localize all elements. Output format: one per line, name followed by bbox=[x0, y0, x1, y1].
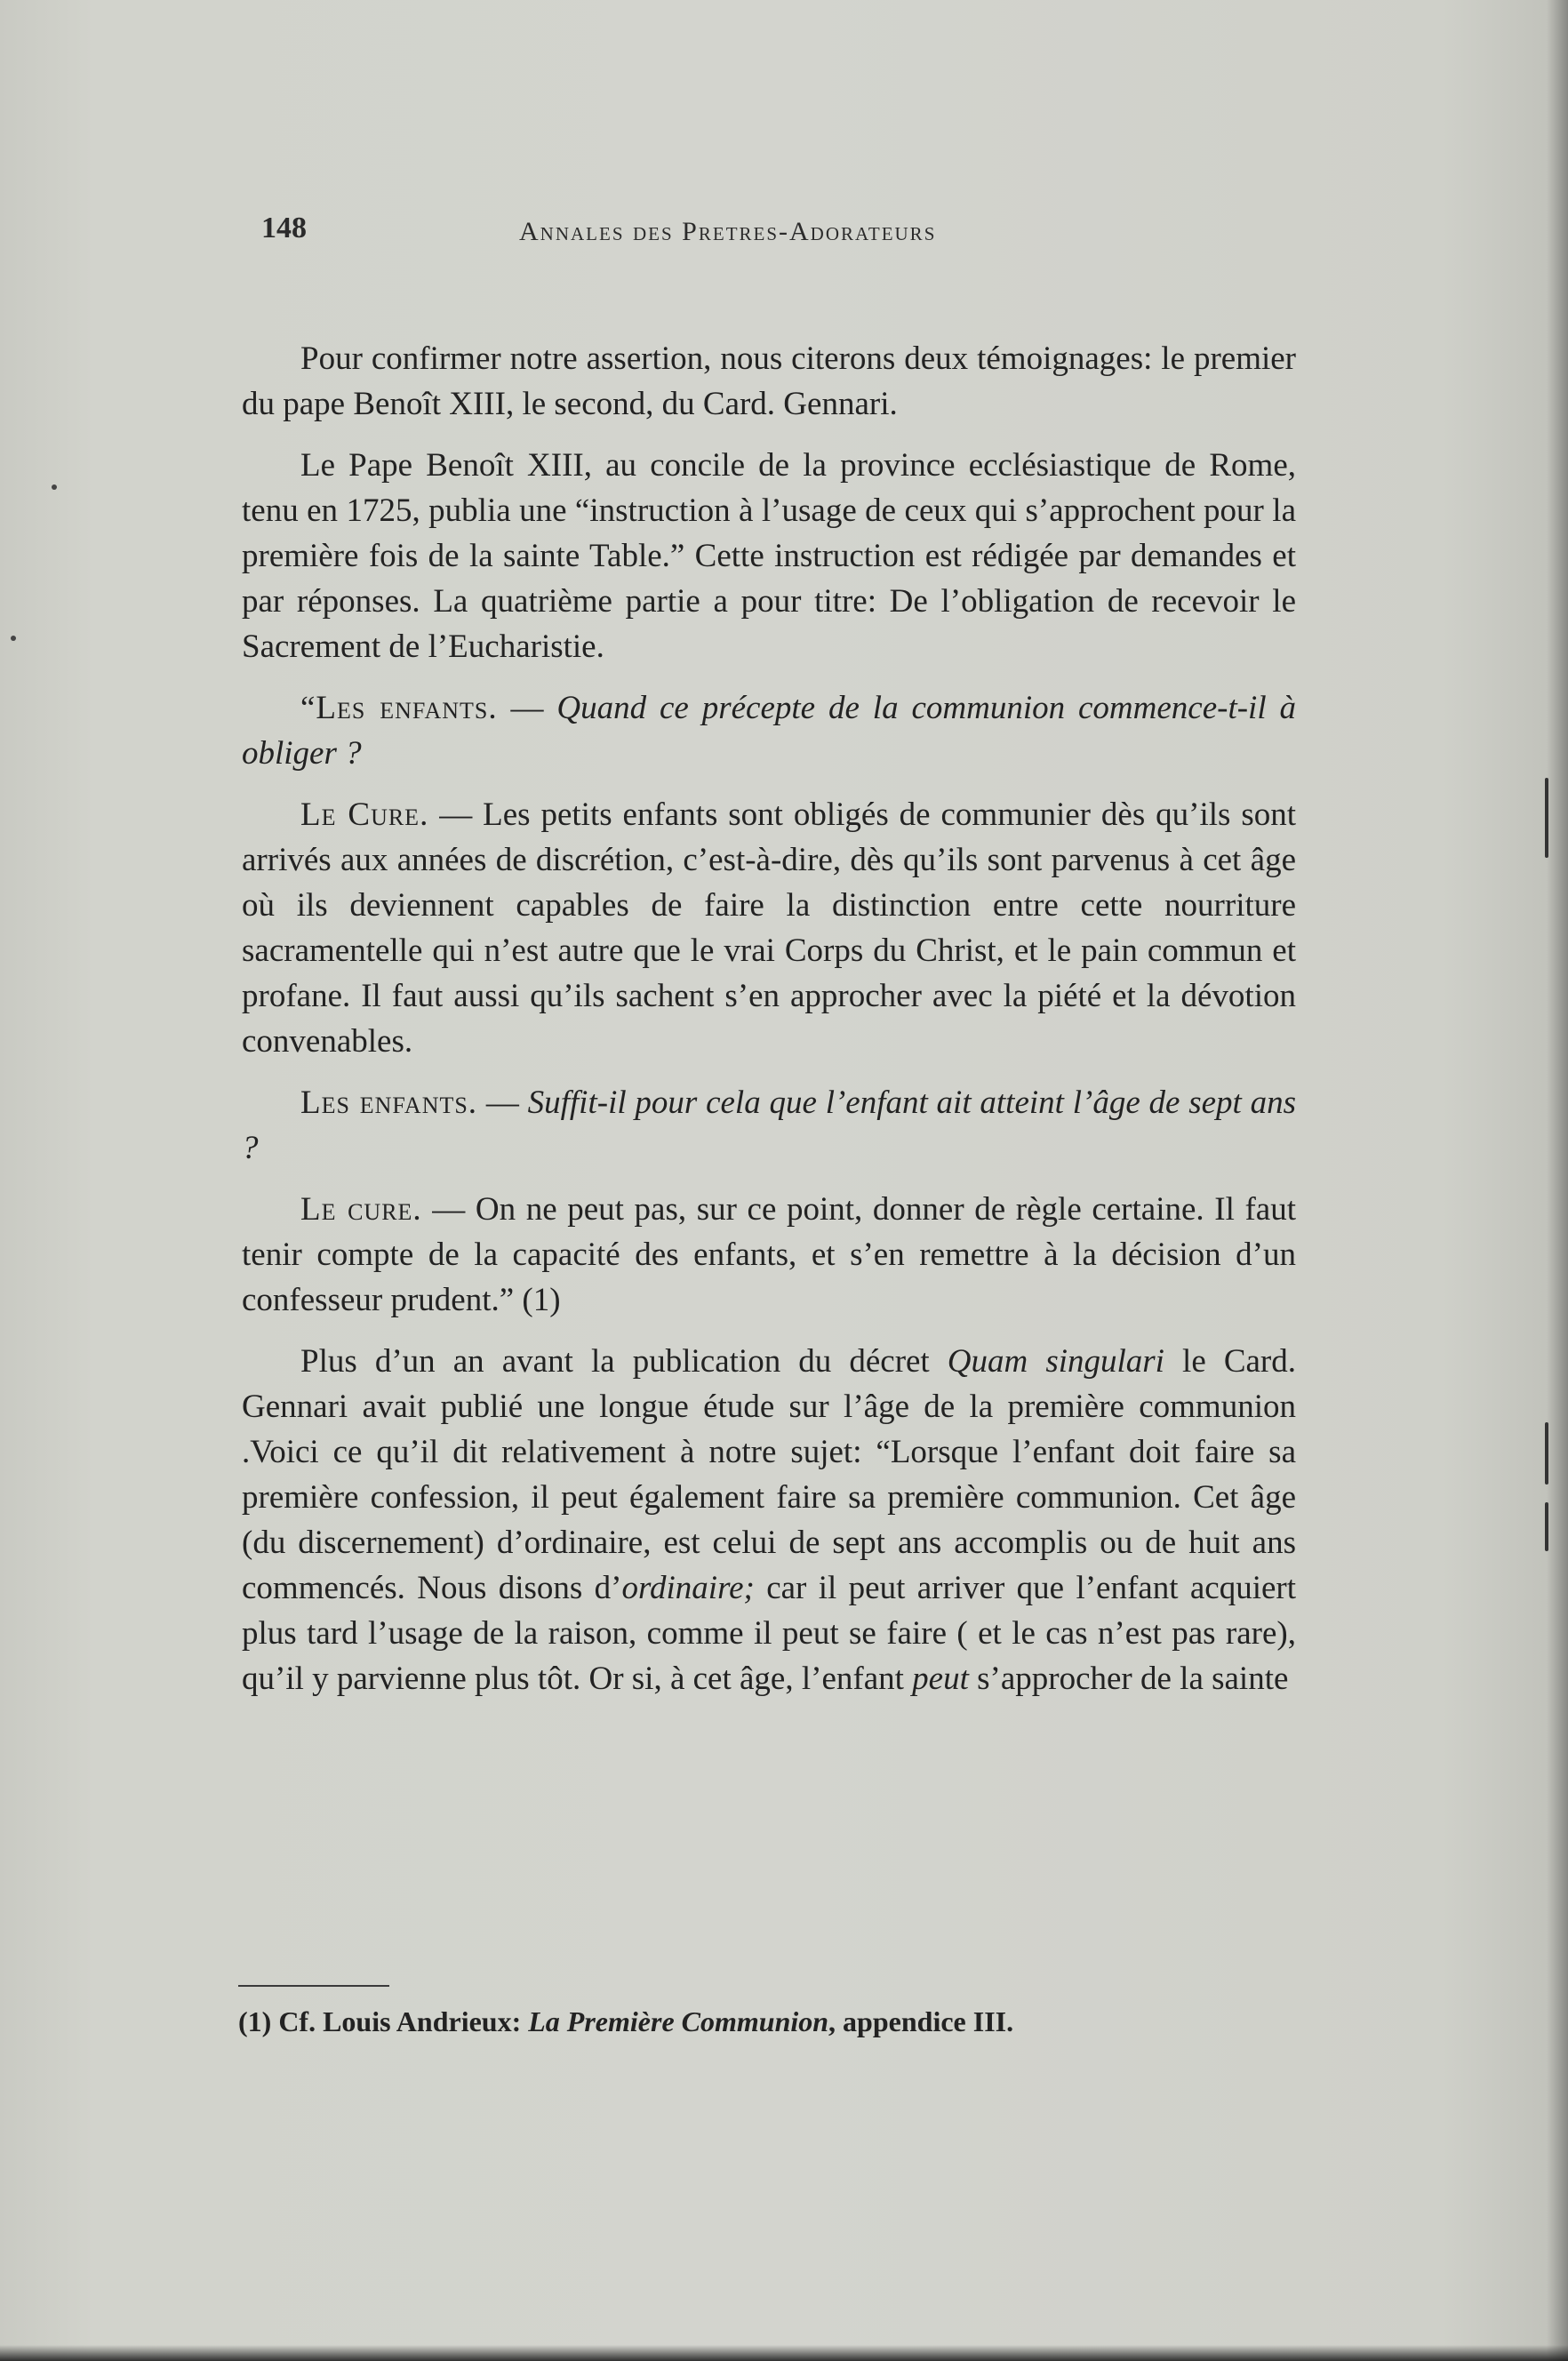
dialogue-answer: — On ne peut pas, sur ce point, donner de règle certaine. Il faut tenir compte de la capacité des enfants, et s’en remettre à la décision d’un confesseur prudent.” (1) bbox=[242, 1191, 1296, 1318]
footnote-divider bbox=[238, 1985, 389, 1987]
running-title: Annales des Pretres-Adorateurs bbox=[519, 217, 937, 246]
page-bottom-shadow bbox=[0, 2345, 1568, 2361]
margin-mark bbox=[1545, 1422, 1548, 1485]
page-edge-shadow bbox=[1547, 0, 1568, 2361]
text-run: car il peut arriver que l’enfant acquiert plus tard l’usage de la raison, comme il peut se faire ( et le cas n’est pas rare), qu’il y parvienne plus tôt. Or si, à cet âge, l’enfant bbox=[242, 1570, 1296, 1697]
speaker-label: Le Cure. bbox=[300, 796, 429, 833]
dash: — bbox=[477, 1084, 528, 1121]
decree-title: Quam singulari bbox=[947, 1343, 1164, 1380]
speaker-label: Les enfants. bbox=[300, 1084, 478, 1121]
page-number: 148 bbox=[261, 212, 307, 244]
paper-speck bbox=[52, 484, 57, 490]
speaker-label: “Les enfants. bbox=[300, 690, 498, 726]
text-run: s’approcher de la sainte bbox=[968, 1661, 1289, 1697]
dash: — bbox=[497, 690, 557, 726]
paragraph-3 bbox=[242, 685, 1296, 776]
paragraph-1: Pour confirmer notre assertion, nous citerons deux témoignages: le premier du pape Benoît XIII, le second, du Card. Gennari. bbox=[242, 340, 1296, 422]
footnote-text: Cf. Louis Andrieux: bbox=[271, 2005, 529, 2037]
paper-speck bbox=[11, 636, 16, 641]
paragraph-2: Le Pape Benoît XIII, au concile de la province ecclésiastique de Rome, tenu en 1725, publia une “instruction à l’usage de ceux qui s’approchent pour la première fois de la sainte Table.” Cette instruction est rédigée par demandes et par réponses. La quatrième partie a pour titre: De l’obligation de recevoir le Sacrement de l’Eucharistie. bbox=[242, 447, 1296, 665]
footnote-book-title: La Première Communion bbox=[528, 2005, 829, 2037]
dialogue-answer: — Les petits enfants sont obligés de communier dès qu’ils sont arrivés aux années de discrétion, c’est-à-dire, dès qu’ils sont parvenus à cet âge où ils deviennent capables de faire la distinction entre cette nourriture sacramentelle qui n’est autre que le vrai Corps du Christ, et le pain commun et profane. Il faut aussi qu’ils sachent s’en approcher avec la piété et la dévotion convenables. bbox=[242, 796, 1296, 1060]
text-run: Plus d’un an avant la publication du décret bbox=[300, 1343, 948, 1380]
paragraph-5 bbox=[242, 1080, 1296, 1171]
footnote-text: , appendice III. bbox=[828, 2005, 1014, 2037]
dialogue-question: Suffit-il pour cela que l’enfant ait atteint l’âge de sept ans ? bbox=[242, 1084, 1297, 1166]
paragraph-4 bbox=[242, 792, 1296, 1064]
footnote bbox=[238, 2005, 1305, 2038]
emphasis: ordinaire; bbox=[621, 1570, 755, 1606]
text-run: le Card. Gennari avait publié une longue étude sur l’âge de la première communion .Voici ce qu’il dit relativement à notre sujet: “Lorsque l’enfant doit faire sa première confession, il peut également faire sa première communion. Cet âge (du discernement) d’ordinaire, est celui de sept ans accomplis ou de huit ans commencés. Nous disons d’ bbox=[242, 1343, 1297, 1606]
emphasis: peut bbox=[912, 1661, 969, 1697]
dialogue-question: Quand ce précepte de la communion commence-t-il à obliger ? bbox=[242, 690, 1296, 772]
footnote-marker: (1) bbox=[238, 2005, 272, 2037]
paragraph-7 bbox=[242, 1339, 1296, 1701]
body-text bbox=[242, 336, 1296, 1717]
speaker-label: Le cure. bbox=[300, 1191, 422, 1228]
margin-mark bbox=[1545, 778, 1548, 858]
margin-mark bbox=[1545, 1502, 1548, 1551]
paragraph-6 bbox=[242, 1187, 1296, 1323]
